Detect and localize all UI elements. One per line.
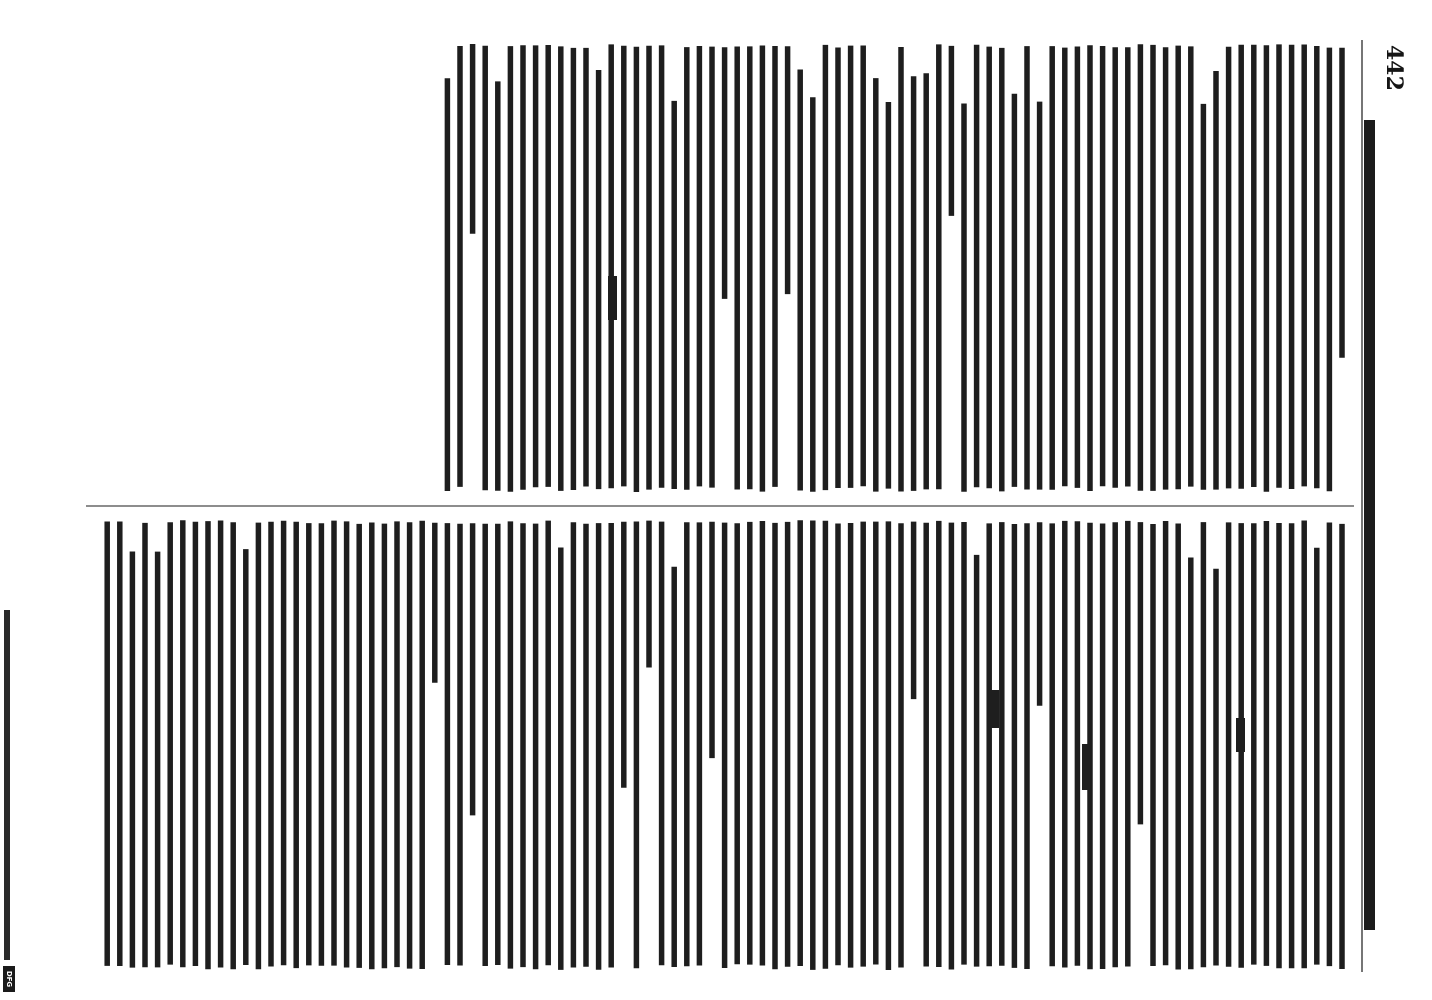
left-margin-caption	[4, 610, 10, 960]
running-title	[1364, 120, 1375, 930]
dfg-logo: DFG	[3, 966, 15, 992]
page-number: 442	[1381, 45, 1407, 91]
